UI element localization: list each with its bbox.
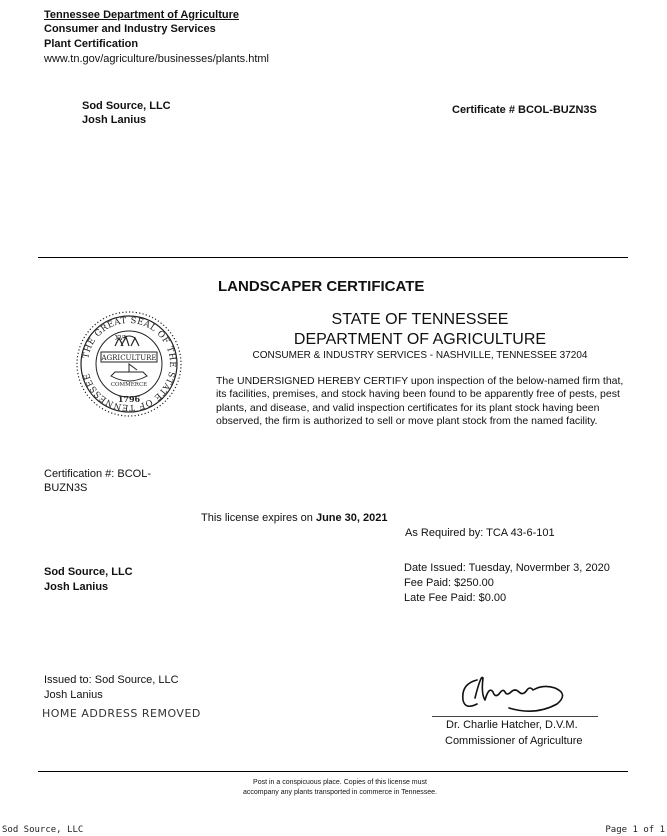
website-url: www.tn.gov/agriculture/businesses/plants.html	[44, 53, 269, 65]
issued-contact: Josh Lanius	[44, 689, 103, 701]
bottom-divider	[38, 771, 628, 772]
seal-year-text: 1796	[117, 394, 141, 404]
home-address-removed: HOME ADDRESS REMOVED	[42, 707, 201, 720]
top-company-name: Sod Source, LLC	[82, 100, 171, 112]
expiry-date: June 30, 2021	[315, 512, 388, 524]
date-issued: Date Issued: Tuesday, Novermber 3, 2020	[404, 562, 610, 574]
footer-page-number: Page 1 of 1	[605, 825, 665, 835]
contact-name: Josh Lanius	[44, 581, 109, 593]
certificate-number-header: Certificate # BCOL-BUZN3S	[452, 104, 597, 116]
top-divider	[38, 257, 628, 258]
department-name: DEPARTMENT OF AGRICULTURE	[293, 331, 547, 348]
seal-ring-text: THE GREAT SEAL OF THE STATE OF TENNESSEE	[81, 315, 178, 413]
top-contact-name: Josh Lanius	[82, 114, 147, 126]
certification-number-line2: BUZN3S	[44, 482, 88, 494]
department-heading: Tennessee Department of Agriculture	[44, 9, 239, 21]
certificate-title: LANDSCAPER CERTIFICATE	[218, 278, 425, 295]
certification-number-line1: Certification #: BCOL-	[44, 468, 151, 480]
signature-line	[432, 716, 598, 717]
seal-roman-text: XVI	[115, 335, 126, 342]
services-line: CONSUMER & INDUSTRY SERVICES - NASHVILLE, TENNESSEE 37204	[252, 350, 588, 361]
license-expiry	[201, 511, 388, 525]
notice-line1: Post in a conspicuous place. Copies of this license must	[253, 779, 427, 786]
seal-agriculture-text: AGRICULTURE	[101, 354, 157, 362]
division-heading: Consumer and Industry Services	[44, 23, 216, 35]
expiry-prefix: This license expires on	[201, 512, 316, 524]
company-name: Sod Source, LLC	[44, 566, 133, 578]
issued-to: Issued to: Sod Source, LLC	[44, 674, 179, 686]
signer-title: Commissioner of Agriculture	[445, 735, 583, 747]
section-heading: Plant Certification	[44, 38, 139, 50]
late-fee-paid: Late Fee Paid: $0.00	[404, 592, 507, 604]
footer-company: Sod Source, LLC	[2, 825, 84, 835]
state-name: STATE OF TENNESSEE	[331, 311, 509, 328]
certification-statement: The UNDERSIGNED HEREBY CERTIFY upon inspection of the below-named firm that, its facilities, premises, and stock having been found to be apparently free of pests, pest plants, and disease, and valid inspection certificates for its plant stock having been observed, the firm is authorized to sell or move plant stock from the named facility.	[216, 375, 624, 428]
signer-name: Dr. Charlie Hatcher, D.V.M.	[446, 719, 578, 731]
signature-image	[455, 668, 580, 714]
fee-paid: Fee Paid: $250.00	[404, 577, 494, 589]
required-by: As Required by: TCA 43-6-101	[405, 527, 555, 539]
state-seal	[75, 310, 183, 418]
notice-line2: accompany any plants transported in commerce in Tennessee.	[242, 789, 438, 796]
seal-commerce-text: COMMERCE	[110, 382, 148, 388]
posting-notice	[200, 778, 480, 798]
